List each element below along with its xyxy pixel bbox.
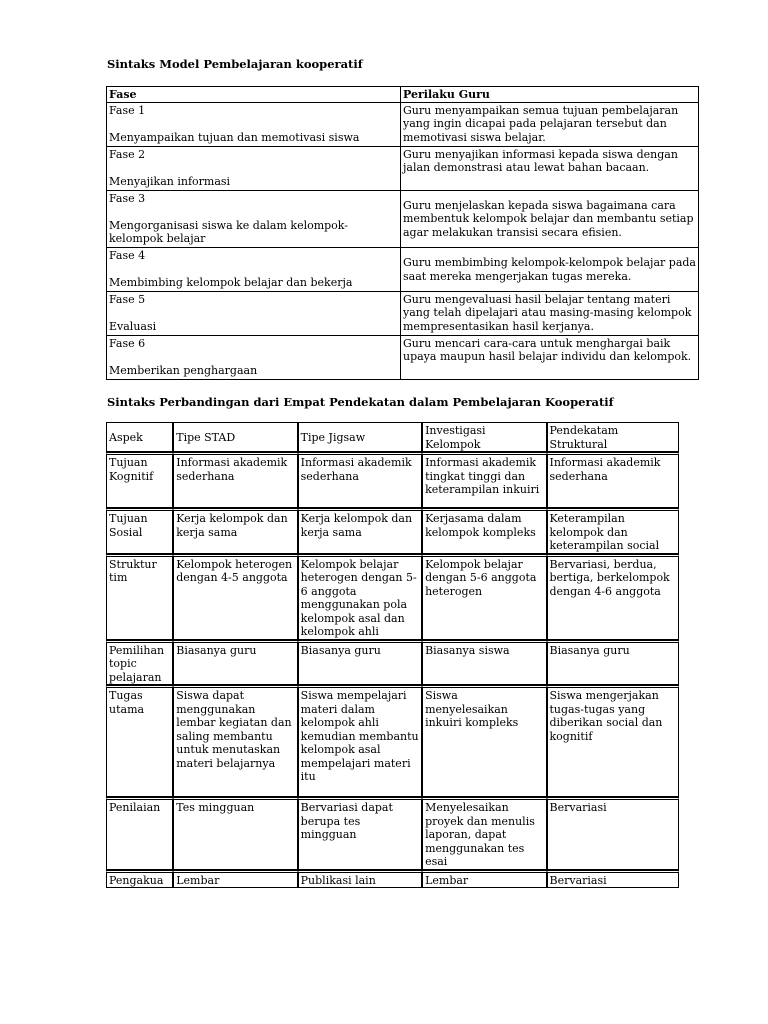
teacher-behavior: Guru menjelaskan kepada siswa bagaimana cara membentuk kelompok belajar dan membantu setiap agar melakukan transisi secara efisien.: [401, 190, 699, 247]
table-cell: Menyelesaikan proyek dan menulis laporan, dapat menggunakan tes esai: [422, 797, 546, 870]
phase-description: Membimbing kelompok belajar dan bekerja: [109, 276, 353, 289]
header-fase: Fase: [107, 87, 401, 103]
table-cell: Siswa mempelajari materi dalam kelompok ahli kemudian membantu kelompok asal mempelajari materi itu: [298, 685, 422, 797]
phase-number: Fase 6: [109, 336, 146, 350]
aspect-cell: Pemilihan topic pelajaran: [106, 640, 173, 686]
table-cell: Lembar: [173, 870, 297, 889]
table-cell: Informasi akademik sederhana: [298, 452, 422, 508]
document-title-2: Sintaks Perbandingan dari Empat Pendekatan dalam Pembelajaran Kooperatif: [107, 395, 614, 409]
table-cell: Kelompok heterogen dengan 4-5 anggota: [173, 554, 297, 640]
document-title-1: Sintaks Model Pembelajaran kooperatif: [107, 57, 363, 71]
phase-description: Memberikan penghargaan: [109, 364, 258, 377]
aspect-cell: Tugas utama: [106, 685, 173, 797]
table-cell: Biasanya guru: [547, 640, 680, 686]
table-cell: Kerja kelompok dan kerja sama: [298, 508, 422, 554]
phase-cell: [107, 190, 401, 247]
aspect-cell: Tujuan Sosial: [106, 508, 173, 554]
phase-cell: [107, 146, 401, 190]
table-cell: Kerja kelompok dan kerja sama: [173, 508, 297, 554]
phase-number: Fase 3: [109, 191, 146, 205]
table-cell: Kelompok belajar dengan 5-6 anggota heterogen: [422, 554, 546, 640]
table-row: [106, 452, 679, 508]
phase-cell: [107, 335, 401, 379]
phase-number: Fase 1: [109, 103, 146, 117]
table-cell: Bervariasi dapat berupa tes mingguan: [298, 797, 422, 870]
phase-description: Evaluasi: [109, 320, 157, 333]
aspect-cell: Pengakua: [106, 870, 173, 889]
table-cell: Siswa dapat menggunakan lembar kegiatan dan saling membantu untuk menutaskan materi belajarnya: [173, 685, 297, 797]
table-row: [106, 870, 679, 889]
table-cell: Tes mingguan: [173, 797, 297, 870]
table-header-row: [106, 422, 679, 452]
header-struktural: Pendekatam Struktural: [547, 422, 680, 452]
phase-description: Mengorganisasi siswa ke dalam kelompok-kelompok belajar: [109, 218, 348, 245]
table-row: [107, 190, 699, 247]
table-row: [106, 797, 679, 870]
table-row: [107, 291, 699, 335]
phase-cell: [107, 247, 401, 291]
table-cell: Keterampilan kelompok dan keterampilan social: [547, 508, 680, 554]
phase-description: Menyampaikan tujuan dan memotivasi siswa: [109, 131, 360, 144]
table-cell: Siswa menyelesaikan inkuiri kompleks: [422, 685, 546, 797]
aspect-cell: Struktur tim: [106, 554, 173, 640]
header-aspek: Aspek: [106, 422, 173, 452]
comparison-table: [106, 422, 679, 888]
table-cell: Biasanya guru: [298, 640, 422, 686]
table-cell: Siswa mengerjakan tugas-tugas yang diberikan social dan kognitif: [547, 685, 680, 797]
teacher-behavior: Guru mencari cara-cara untuk menghargai baik upaya maupun hasil belajar individu dan kelompok.: [401, 335, 699, 379]
teacher-behavior: Guru membimbing kelompok-kelompok belajar pada saat mereka mengerjakan tugas mereka.: [401, 247, 699, 291]
table-cell: Biasanya guru: [173, 640, 297, 686]
table-cell: Bervariasi, berdua, bertiga, berkelompok dengan 4-6 anggota: [547, 554, 680, 640]
table-row: [107, 102, 699, 146]
header-stad: Tipe STAD: [173, 422, 297, 452]
table-cell: Informasi akademik sederhana: [547, 452, 680, 508]
phase-number: Fase 4: [109, 248, 146, 262]
table-cell: Bervariasi: [547, 870, 680, 889]
table-cell: Biasanya siswa: [422, 640, 546, 686]
teacher-behavior: Guru menyajikan informasi kepada siswa dengan jalan demonstrasi atau lewat bahan bacaan.: [401, 146, 699, 190]
phase-description: Menyajikan informasi: [109, 175, 231, 188]
table-row: [106, 685, 679, 797]
phase-cell: [107, 102, 401, 146]
table-cell: Lembar: [422, 870, 546, 889]
table-row: [107, 146, 699, 190]
table-cell: Kerjasama dalam kelompok kompleks: [422, 508, 546, 554]
teacher-behavior: Guru menyampaikan semua tujuan pembelajaran yang ingin dicapai pada pelajaran tersebut dan memotivasi siswa belajar.: [401, 102, 699, 146]
table-row: [107, 335, 699, 379]
table-row: [106, 508, 679, 554]
table-row: [106, 640, 679, 686]
aspect-cell: Tujuan Kognitif: [106, 452, 173, 508]
table-row: [106, 554, 679, 640]
phase-cell: [107, 291, 401, 335]
table-cell: Bervariasi: [547, 797, 680, 870]
aspect-cell: Penilaian: [106, 797, 173, 870]
table-cell: Publikasi lain: [298, 870, 422, 889]
phase-number: Fase 2: [109, 147, 146, 161]
table-header-row: [107, 87, 699, 103]
table-cell: Informasi akademik sederhana: [173, 452, 297, 508]
cooperative-syntax-table: [106, 86, 699, 380]
table-cell: Informasi akademik tingkat tinggi dan keterampilan inkuiri: [422, 452, 546, 508]
header-investigasi: Investigasi Kelompok: [422, 422, 546, 452]
header-perilaku-guru: Perilaku Guru: [401, 87, 699, 103]
table-cell: Kelompok belajar heterogen dengan 5-6 anggota menggunakan pola kelompok asal dan kelompok ahli: [298, 554, 422, 640]
table-row: [107, 247, 699, 291]
phase-number: Fase 5: [109, 292, 146, 306]
header-jigsaw: Tipe Jigsaw: [298, 422, 422, 452]
teacher-behavior: Guru mengevaluasi hasil belajar tentang materi yang telah dipelajari atau masing-masing kelompok mempresentasikan hasil kerjanya.: [401, 291, 699, 335]
